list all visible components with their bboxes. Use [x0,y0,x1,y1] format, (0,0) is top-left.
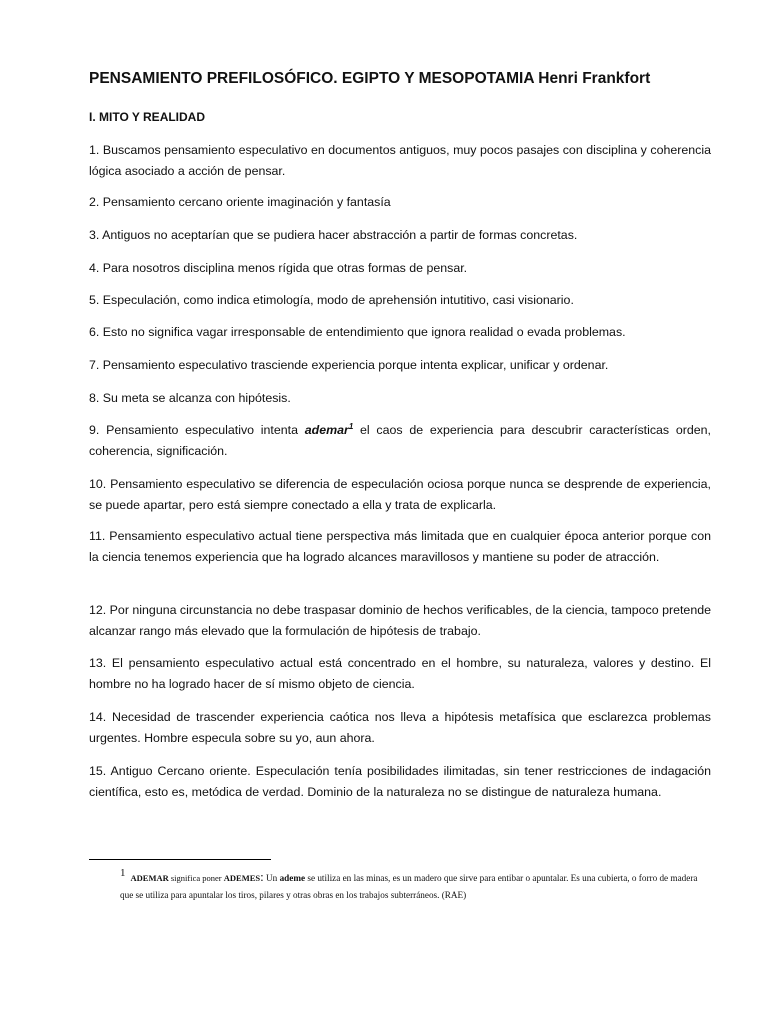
footnote-term: ADEMAR [130,873,169,883]
paragraph-3: 3. Antiguos no aceptarían que se pudiera hacer abstracción a partir de formas concretas. [89,228,578,242]
footnote-separator [89,859,271,860]
paragraph-9-after: el caos de experiencia para descubrir características orden, coherencia, significación. [89,423,711,459]
paragraph-8: 8. Su meta se alcanza con hipótesis. [89,391,291,405]
paragraph-5: 5. Especulación, como indica etimología, modo de aprehensión intutitivo, casi visionario. [89,293,574,307]
document-title: PENSAMIENTO PREFILOSÓFICO. EGIPTO Y MESOPOTAMIA Henri Frankfort [89,70,651,87]
footnote [120,868,712,904]
paragraph-10: 10. Pensamiento especulativo se diferencia de especulación ociosa porque nunca se desprende de experiencia, se puede apartar, pero está siempre conectado a ella y trata de explicarla. [89,477,711,513]
footnote-text-b: se utiliza en las minas, es un madero que sirve para entibar o apuntalar. Es una cubierta, o forro de madera que se utiliza para apuntalar los tiros, pilares y otras obras en los trabajos subterráneos. (RAE) [120,873,698,900]
paragraph-9-emphasis: ademar [304,423,349,437]
footnote-text-a: Un [263,873,280,883]
footnote-reference[interactable]: 1 [348,421,354,431]
paragraph-7: 7. Pensamiento especulativo trasciende experiencia porque intenta explicar, unificar y ordenar. [89,358,609,372]
footnote-term-3: ademe [279,873,306,883]
paragraph-9 [89,420,711,463]
paragraph-9-before: 9. Pensamiento especulativo intenta [89,423,305,437]
footnote-number: 1 [120,867,126,879]
footnote-middle: significa poner [168,873,224,883]
footnote-colon: : [260,869,264,884]
paragraph-13: 13. El pensamiento especulativo actual está concentrado en el hombre, su naturaleza, valores y destino. El hombre no ha logrado hacer de sí mismo objeto de ciencia. [89,656,711,692]
paragraph-2: 2. Pensamiento cercano oriente imaginación y fantasía [89,195,391,209]
paragraph-11: 11. Pensamiento especulativo actual tiene perspectiva más limitada que en cualquier época anterior porque con la ciencia tenemos experiencia que ha logrado alcances maravillosos y mantiene su poder de atracción. [89,529,711,565]
paragraph-12: 12. Por ninguna circunstancia no debe traspasar dominio de hechos verificables, de la ciencia, tampoco pretende alcanzar rango más elevado que la formulación de hipótesis de trabajo. [89,603,711,639]
section-heading: I. MITO Y REALIDAD [89,110,206,124]
footnote-term-2: ADEMES [223,873,261,883]
paragraph-14: 14. Necesidad de trascender experiencia caótica nos lleva a hipótesis metafísica que esclarezca problemas urgentes. Hombre especula sobre su yo, aun ahora. [89,710,711,746]
paragraph-1: 1. Buscamos pensamiento especulativo en documentos antiguos, muy pocos pasajes con disciplina y coherencia lógica asociado a acción de pensar. [89,143,711,179]
paragraph-15: 15. Antiguo Cercano oriente. Especulación tenía posibilidades ilimitadas, sin tener restricciones de indagación científica, esto es, metódica de verdad. Dominio de la naturaleza no se distingue de naturaleza humana. [89,764,711,800]
paragraph-6: 6. Esto no significa vagar irresponsable de entendimiento que ignora realidad o evada problemas. [89,325,626,339]
paragraph-4: 4. Para nosotros disciplina menos rígida que otras formas de pensar. [89,261,468,275]
